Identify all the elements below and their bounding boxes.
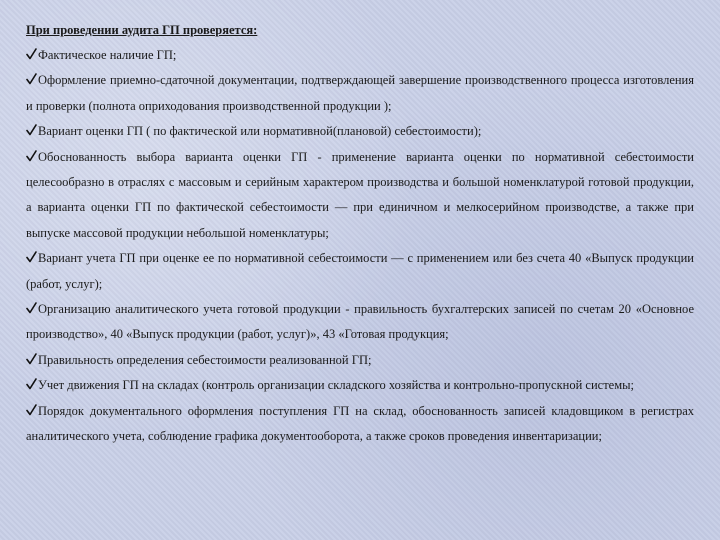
list-item (26, 348, 694, 373)
list-item (26, 68, 694, 119)
check-icon (26, 302, 37, 314)
list-item-text: Оформление приемно-сдаточной документации, подтверждающей завершение производственного процесса изготовления и проверки (полнота оприходования производственной продукции ); (26, 73, 694, 113)
check-icon (26, 378, 37, 390)
list-item (26, 399, 694, 450)
check-icon (26, 73, 37, 85)
list-item (26, 246, 694, 297)
list-item (26, 297, 694, 348)
list-item-text: Порядок документального оформления поступления ГП на склад, обоснованность записей кладовщиком в регистрах аналитического учета, соблюдение графика документооборота, а также сроков проведения инвентаризации; (26, 403, 694, 444)
list-item (26, 373, 694, 398)
slide-heading: При проведении аудита ГП проверяется: (26, 23, 258, 37)
check-icon (26, 150, 37, 162)
list-item-text: Обоснованность выбора варианта оценки ГП - применение варианта оценки по нормативной себестоимости целесообразно в отраслях с массовым и серийным характером производства и большой номенклатурой готовой продукции, а варианта оценки ГП по фактической себестоимости — при единичном и мелкосерийном производстве, а также при выпуске массовой продукции небольшой номенклатуры; (26, 149, 694, 240)
check-icon (26, 353, 37, 365)
list-item-text: Фактическое наличие ГП; (38, 48, 177, 62)
list-item (26, 43, 694, 68)
check-icon (26, 404, 37, 416)
list-item-text: Вариант оценки ГП ( по фактической или нормативной(плановой) себестоимости); (38, 124, 482, 139)
list-item (26, 145, 694, 247)
check-icon (26, 251, 37, 263)
check-icon (26, 124, 37, 136)
list-item-text: Организацию аналитического учета готовой продукции - правильность бухгалтерских записей по счетам 20 «Основное производство», 40 «Выпуск продукции (работ, услуг)», 43 «Готовая продукция; (26, 302, 694, 342)
list-item-text: Вариант учета ГП при оценке ее по нормативной себестоимости — с применением или без счета 40 «Выпуск продукции (работ, услуг); (26, 251, 694, 291)
check-icon (26, 48, 37, 60)
list-item-text: Учет движения ГП на складах (контроль организации складского хозяйства и контрольно-пропускной системы; (38, 378, 634, 393)
list-item-text: Правильность определения себестоимости реализованной ГП; (38, 352, 372, 367)
list-item (26, 119, 694, 144)
